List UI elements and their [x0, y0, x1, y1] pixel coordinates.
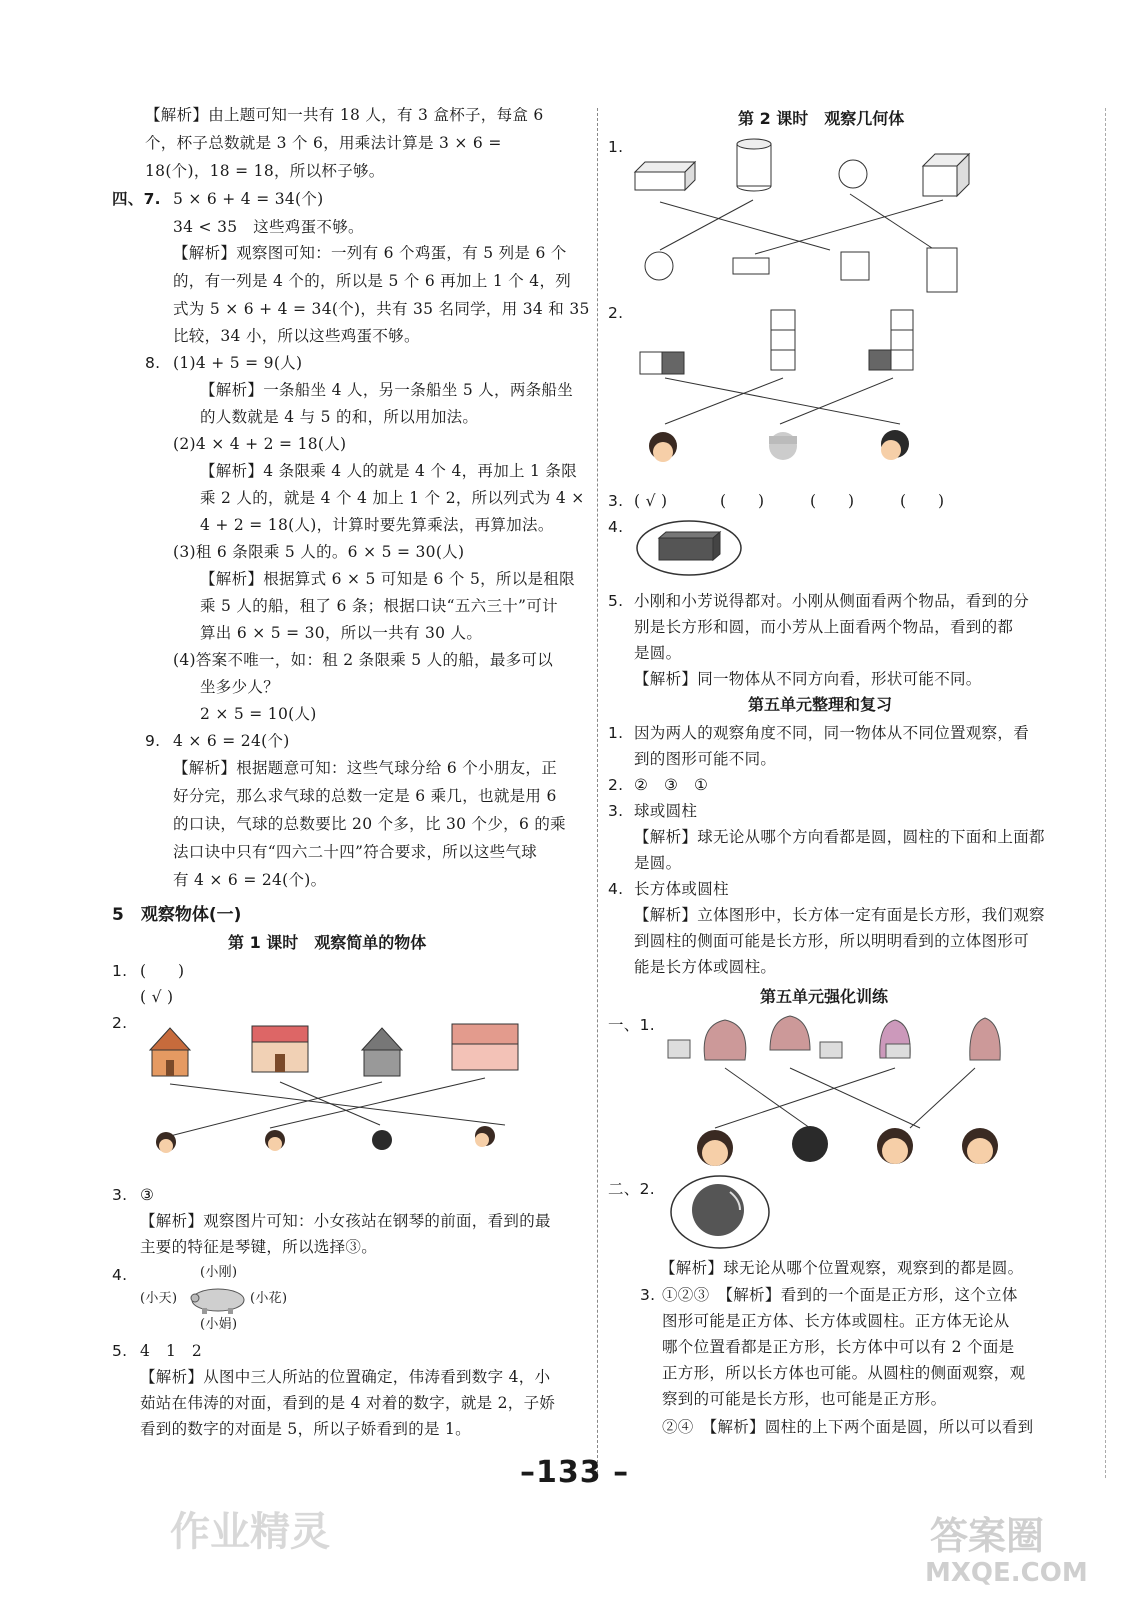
- question-number: 2.: [112, 1014, 128, 1032]
- question-number: 3.: [608, 492, 624, 510]
- lesson-title: 第 1 课时 观察简单的物体: [228, 933, 427, 952]
- question-number: 四、7.: [112, 190, 161, 208]
- column-divider: [597, 108, 598, 1478]
- lesson-title: 第 2 课时 观察几何体: [738, 109, 905, 128]
- label-bottom: (小娟): [200, 1317, 238, 1332]
- text-line: 到圆柱的侧面可能是长方形，所以明明看到的立体图形可: [634, 932, 1030, 950]
- question-number: 1.: [112, 962, 128, 980]
- question-number: 2.: [608, 304, 624, 322]
- house-icon: [362, 1028, 402, 1076]
- text-line: 【解析】球无论从哪个位置观察，观察到的都是圆。: [660, 1259, 1024, 1277]
- text-line: 算出 6 × 5 = 30，所以一共有 30 人。: [200, 624, 483, 642]
- text-line: 18(个)，18 = 18，所以杯子够。: [145, 162, 385, 180]
- child-avatar-icon: [372, 1130, 392, 1150]
- text-line: 4 × 6 = 24(个): [173, 732, 290, 750]
- text-line: 【解析】根据题意可知：这些气球分给 6 个小朋友，正: [173, 759, 558, 777]
- text-line: 察到的可能是长方形，也可能是正方形。: [662, 1390, 947, 1408]
- text-line: (1)4 + 5 = 9(人): [173, 354, 303, 372]
- teapots-matching-figure: [660, 1010, 1080, 1170]
- cuboid-on-plate-figure: [634, 518, 744, 578]
- text-line: 【解析】观察图片可知：小女孩站在钢琴的前面，看到的最: [140, 1212, 551, 1230]
- child-avatar-icon: [649, 432, 677, 462]
- teapot-cup-icon: [770, 1016, 842, 1058]
- text-line: 4 + 2 = 18(人)，计算时要先算乘法，再算加法。: [200, 516, 554, 534]
- answer-text: 4 1 2: [140, 1342, 203, 1360]
- cuboid-icon: [635, 162, 695, 190]
- answer-bracket: ( ): [810, 492, 855, 510]
- text-line: 【解析】同一物体从不同方向看，形状可能不同。: [634, 670, 982, 688]
- label-top: (小刚): [200, 1265, 238, 1280]
- text-line: 比较，34 小，所以这些鸡蛋不够。: [173, 327, 420, 345]
- section-title: 5 观察物体(一): [112, 905, 242, 925]
- text-line: 法口诀中只有“四六二十四”符合要求，所以这些气球: [173, 843, 538, 861]
- question-number: 4.: [608, 880, 624, 898]
- child-avatar-icon: [475, 1126, 495, 1147]
- text-line: 的口诀，气球的总数要比 20 个多，比 30 个少，6 的乘: [173, 815, 566, 833]
- teapot-icon: [970, 1018, 1000, 1060]
- text-line: (4)答案不唯一，如：租 2 条限乘 5 人的船，最多可以: [173, 651, 554, 669]
- text-line: 2 × 5 = 10(人): [200, 705, 317, 723]
- text-line: 【解析】由上题可知一共有 18 人，有 3 盒杯子，每盒 6: [145, 106, 544, 124]
- label-left: (小天): [140, 1291, 178, 1306]
- house-icon: [452, 1024, 518, 1070]
- answer-text: 球或圆柱: [634, 802, 698, 820]
- label-right: (小花): [250, 1291, 288, 1306]
- text-line: 的，有一列是 4 个的，所以是 5 个 6 再加上 1 个 4，列: [173, 272, 572, 290]
- child-avatar-icon: [962, 1128, 998, 1164]
- two-cubes-row-icon: [640, 352, 684, 374]
- text-line: 乘 2 人的，就是 4 个 4 加上 1 个 2，所以列式为 4 ×: [200, 489, 585, 507]
- answer-bracket: ( ): [140, 962, 185, 980]
- text-line: 哪个位置看都是正方形，长方体中可以有 2 个面是: [662, 1338, 1015, 1356]
- question-number: 4.: [112, 1266, 128, 1284]
- circle-shape-icon: [645, 252, 673, 280]
- text-line: 坐多少人？: [200, 678, 280, 696]
- section-title: 第五单元强化训练: [760, 987, 889, 1006]
- question-number: 3.: [640, 1286, 656, 1304]
- text-line: 【解析】观察图可知：一列有 6 个鸡蛋，有 5 列是 6 个: [173, 244, 567, 262]
- question-number: 1.: [608, 724, 624, 742]
- cube-icon: [923, 154, 969, 196]
- child-avatar-icon: [877, 1128, 913, 1164]
- question-number: 5.: [112, 1342, 128, 1360]
- text-line: 5 × 6 + 4 = 34(个): [173, 190, 324, 208]
- text-line: 看到的数字的对面是 5，所以子娇看到的是 1。: [140, 1420, 471, 1438]
- sphere-icon: [839, 160, 867, 188]
- text-line: 【解析】根据算式 6 × 5 可知是 6 个 5，所以是租限: [200, 570, 575, 588]
- logo-watermark: 答案圈: [930, 1514, 1045, 1558]
- question-number: 二、2.: [608, 1180, 655, 1198]
- teapot-cup-icon: [880, 1020, 910, 1058]
- text-line: 小刚和小芳说得都对。小刚从侧面看两个物品，看到的分: [634, 592, 1030, 610]
- binding-line: [1105, 108, 1106, 1478]
- answer-bracket: ( ): [720, 492, 765, 510]
- text-line: 茹站在伟涛的对面，看到的是 4 对着的数字，就是 2，子娇: [140, 1394, 556, 1412]
- house-icon: [252, 1026, 308, 1072]
- text-line: 是圆。: [634, 854, 682, 872]
- child-avatar-icon: [697, 1130, 733, 1166]
- text-line: 个，杯子总数就是 3 个 6，用乘法计算是 3 × 6 =: [145, 134, 502, 152]
- child-cap-back-icon: [769, 432, 797, 460]
- question-number: 一、1.: [608, 1016, 655, 1034]
- child-avatar-icon: [792, 1126, 828, 1162]
- houses-matching-figure: [140, 1020, 580, 1170]
- question-number: 3.: [112, 1186, 128, 1204]
- text-line: 【解析】球无论从哪个方向看都是圆，圆柱的下面和上面都: [634, 828, 1045, 846]
- text-line: 图形可能是正方体、长方体或圆柱。正方体无论从: [662, 1312, 1010, 1330]
- text-line: 正方形，所以长方体也可能。从圆柱的侧面观察，观: [662, 1364, 1026, 1382]
- text-line: 乘 5 人的船，租了 6 条；根据口诀“五六三十”可计: [200, 597, 558, 615]
- cylinder-icon: [737, 139, 771, 191]
- text-line: 【解析】一条船坐 4 人，另一条船坐 5 人，两条船坐: [200, 381, 574, 399]
- teapot-cup-icon: [668, 1020, 746, 1060]
- question-number: 5.: [608, 592, 624, 610]
- question-number: 1.: [608, 138, 624, 156]
- cubes-view-figure: [625, 306, 1085, 476]
- text-line: 有 4 × 6 = 24(个)。: [173, 871, 327, 889]
- answer-bracket: ( ): [900, 492, 945, 510]
- answer-text: 长方体或圆柱: [634, 880, 729, 898]
- section-title: 第五单元整理和复习: [748, 695, 893, 714]
- text-line: ①②③ 【解析】看到的一个面是正方形，这个立体: [662, 1286, 1018, 1304]
- answer-bracket: ( √ ): [140, 988, 174, 1006]
- answer-text: ② ③ ①: [634, 776, 709, 794]
- solids-matching-figure: [625, 132, 1085, 302]
- child-avatar-icon: [881, 430, 909, 460]
- text-line: 到的图形可能不同。: [634, 750, 777, 768]
- text-line: 好分完，那么求气球的总数一定是 6 乘几，也就是用 6: [173, 787, 557, 805]
- ball-on-plate-figure: [668, 1172, 772, 1252]
- rectangle-shape-icon: [733, 258, 769, 274]
- watermark-text: 作业精灵: [170, 1509, 330, 1555]
- text-line: ②④ 【解析】圆柱的上下两个面是圆，所以可以看到: [662, 1418, 1034, 1436]
- text-line: 【解析】4 条限乘 4 人的就是 4 个 4，再加上 1 条限: [200, 462, 578, 480]
- text-line: 因为两人的观察角度不同，同一物体从不同位置观察，看: [634, 724, 1030, 742]
- question-number: 8.: [145, 354, 161, 372]
- text-line: (3)租 6 条限乘 5 人的。6 × 5 = 30(人): [173, 543, 465, 561]
- answer-bracket: ( √ ): [634, 492, 668, 510]
- text-line: 的人数就是 4 与 5 的和，所以用加法。: [200, 408, 479, 426]
- answer-text: ③: [140, 1186, 155, 1204]
- question-number: 9.: [145, 732, 161, 750]
- house-icon: [150, 1028, 190, 1076]
- child-avatar-icon: [156, 1132, 176, 1153]
- question-number: 2.: [608, 776, 624, 794]
- text-line: 【解析】从图中三人所站的位置确定，伟涛看到数字 4，小: [140, 1368, 551, 1386]
- text-line: 34 < 35 这些鸡蛋不够。: [173, 218, 364, 236]
- tall-rectangle-shape-icon: [927, 248, 957, 292]
- child-avatar-icon: [265, 1130, 285, 1151]
- text-line: (2)4 × 4 + 2 = 18(人): [173, 435, 347, 453]
- l-shape-cubes-icon: [869, 310, 913, 370]
- square-shape-icon: [841, 252, 869, 280]
- site-watermark: MXQE.COM: [925, 1558, 1088, 1588]
- cube-stack-icon: [771, 310, 795, 370]
- page-number: –133 –: [520, 1455, 630, 1490]
- text-line: 能是长方体或圆柱。: [634, 958, 777, 976]
- question-number: 4.: [608, 518, 624, 536]
- text-line: 主要的特征是琴键，所以选择③。: [140, 1238, 378, 1256]
- text-line: 式为 5 × 6 + 4 = 34(个)，共有 35 名同学，用 34 和 35: [173, 300, 590, 318]
- text-line: 【解析】立体图形中，长方体一定有面是长方形，我们观察: [634, 906, 1045, 924]
- text-line: 别是长方形和圆，而小芳从上面看两个物品，看到的都: [634, 618, 1014, 636]
- question-number: 3.: [608, 802, 624, 820]
- text-line: 是圆。: [634, 644, 682, 662]
